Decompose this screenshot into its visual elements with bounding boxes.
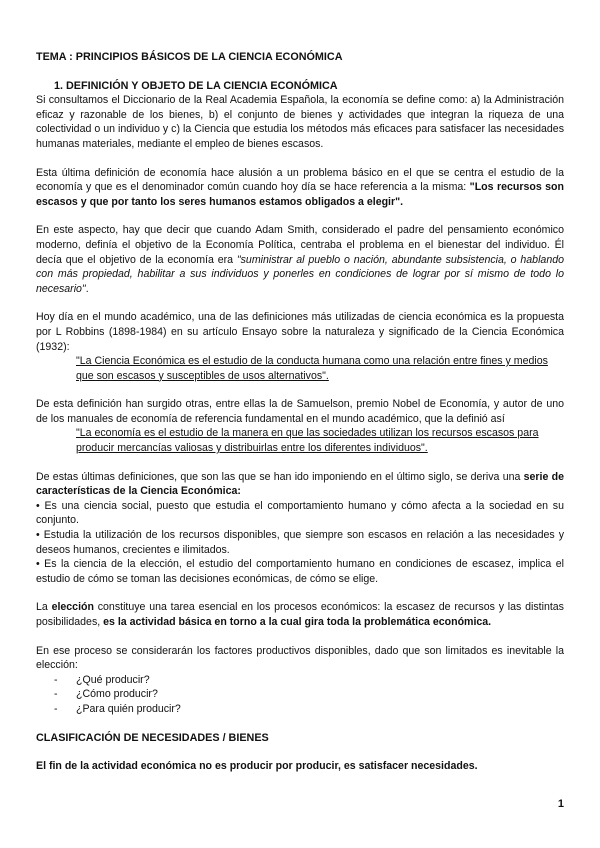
paragraph-adam-smith-text: En este aspecto, hay que decir que cuando Adam Smith, considerado el padre del pensamiento económico moderno, definía el objetivo de la Economía Política, centraba el problema en el bienestar del individuo. Él decía que el objetivo de la economía era xyxy=(36,224,564,266)
question-para-quien: ¿Para quién producir? xyxy=(76,702,181,715)
paragraph-caracteristicas-text: De estas últimas definiciones, que son las que se han ido imponiendo en el último siglo, se deriva una xyxy=(36,470,524,483)
dash-marker: - xyxy=(54,702,58,715)
paragraph-factores: En ese proceso se considerarán los factores productivos disponibles, dado que son limitados es inevitable la elección: xyxy=(36,644,564,672)
paragraph-caracteristicas xyxy=(36,470,564,499)
question-que: ¿Qué producir? xyxy=(76,673,150,686)
paragraph-adam-smith-quote: "suministrar al pueblo o nación, abundante subsistencia, o hablando con más propiedad, habilitar a sus individuos y ponerles en condiciones de lograr por sí mismo de todo lo necesario" xyxy=(36,253,564,295)
paragraph-escasez-text: Esta última definición de economía hace alusión a un problema básico en el que se centra el estudio de la economía y que es el denominador común cuando hoy día se hace referencia a la misma: xyxy=(36,166,564,194)
paragraph-rae: Si consultamos el Diccionario de la Real Academia Española, la economía se define como: a) la Administración eficaz y razonable de los bienes, b) el conjunto de bienes y actividades que integran la riqueza de una colectividad o un individuo y c) la Ciencia que estudia los métodos más eficaces para satisfacer las necesidades humanas materiales, mediante el empleo de bienes escasos. xyxy=(36,94,564,150)
paragraph-adam-smith xyxy=(36,223,564,296)
bullet-recursos: • Estudia la utilización de los recursos disponibles, que siempre son escasos en relación a las necesidades y deseos humanos, crecientes e ilimitados. xyxy=(36,529,564,556)
dash-marker: - xyxy=(54,673,58,686)
paragraph-escasez xyxy=(36,166,564,210)
paragraph-samuelson: De esta definición han surgido otras, entre ellas la de Samuelson, premio Nobel de Economía, y autor de uno de los manuales de economía de referencia fundamental en el mundo académico, que la definió así xyxy=(36,398,564,425)
bullet-eleccion: • Es la ciencia de la elección, el estudio del comportamiento humano en condiciones de escasez, implica el estudio de cómo se toman las decisiones económicas, de cómo se elige. xyxy=(36,558,564,585)
section-heading-definicion: 1. DEFINICIÓN Y OBJETO DE LA CIENCIA ECONÓMICA xyxy=(54,79,338,92)
paragraph-fin-actividad: El fin de la actividad económica no es producir por producir, es satisfacer necesidades. xyxy=(36,760,478,773)
section-heading-clasificacion: CLASIFICACIÓN DE NECESIDADES / BIENES xyxy=(36,731,269,744)
list-item xyxy=(54,702,564,717)
paragraph-eleccion xyxy=(36,600,564,629)
paragraph-robbins: Hoy día en el mundo académico, una de las definiciones más utilizadas de ciencia económica es la propuesta por L Robbins (1898-1984) en su artículo Ensayo sobre la naturaleza y significado de la Ciencia Económica (1932): xyxy=(36,311,564,353)
list-item xyxy=(54,687,564,702)
document-title: TEMA : PRINCIPIOS BÁSICOS DE LA CIENCIA ECONÓMICA xyxy=(36,51,343,63)
page-number: 1 xyxy=(557,798,564,811)
paragraph-eleccion-bold-a: elección xyxy=(51,601,94,614)
paragraph-eleccion-bold-b: es la actividad básica en torno a la cual gira toda la problemática económica. xyxy=(103,616,492,628)
paragraph-caracteristicas-bold: serie de características de la Ciencia Económica: xyxy=(36,470,564,498)
quote-samuelson: "La economía es el estudio de la manera en que las sociedades utilizan los recursos escasos para producir mercancías valiosas y distribuirlas entre los diferentes individuos". xyxy=(76,427,539,455)
paragraph-adam-smith-end: . xyxy=(85,282,89,295)
paragraph-eleccion-text-a: La xyxy=(36,601,52,614)
paragraph-eleccion-text-b: constituye una tarea esencial en los procesos económicos: la escasez de recursos y las distintas posibilidades, xyxy=(36,601,564,628)
quote-robbins: "La Ciencia Económica es el estudio de la conducta humana como una relación entre fines y medios que son escasos y susceptibles de usos alternativos". xyxy=(76,355,548,382)
dash-marker: - xyxy=(54,688,58,701)
bullet-ciencia-social: • Es una ciencia social, puesto que estudia el comportamiento humano y cómo afecta a la sociedad en su conjunto. xyxy=(36,499,564,527)
list-item xyxy=(54,673,564,688)
question-como: ¿Cómo producir? xyxy=(76,688,158,701)
paragraph-escasez-bold: "Los recursos son escasos y que por tanto los seres humanos estamos obligados a elegir". xyxy=(36,181,564,208)
